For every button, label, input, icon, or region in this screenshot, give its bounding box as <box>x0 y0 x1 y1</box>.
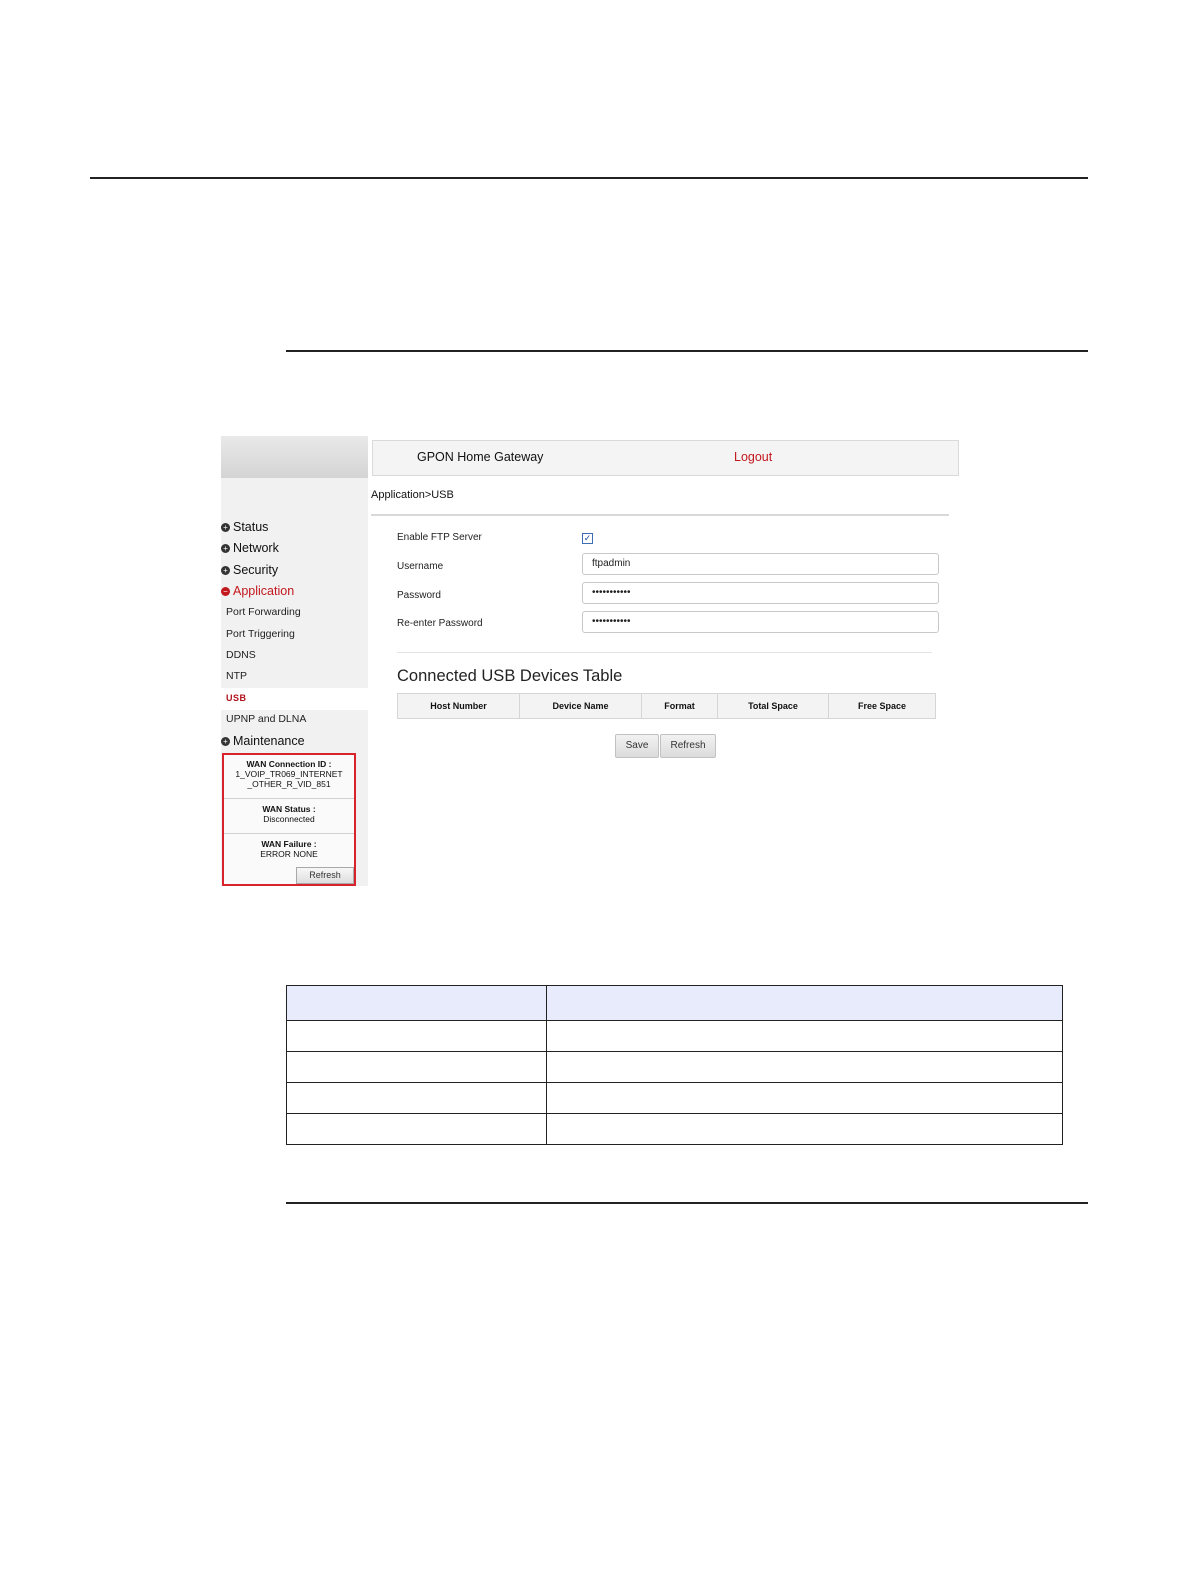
wan-divider <box>224 798 354 799</box>
reenter-password-label: Re-enter Password <box>397 618 483 629</box>
column-header: Free Space <box>829 694 936 719</box>
table-cell <box>547 1021 1063 1052</box>
sidebar-item-application[interactable]: − Application <box>221 584 294 598</box>
sidebar-subitem-ntp[interactable]: NTP <box>226 670 247 682</box>
table-cell <box>287 1021 547 1052</box>
sidebar-subitem-usb[interactable]: USB <box>221 688 368 710</box>
sidebar-subitem-ddns[interactable]: DDNS <box>226 649 256 661</box>
column-header: Device Name <box>520 694 642 719</box>
sidebar-subitem-upnp-dlna[interactable]: UPNP and DLNA <box>226 713 307 725</box>
section-rule <box>286 350 1088 352</box>
parameter-table <box>286 985 1063 1145</box>
table-cell <box>287 1052 547 1083</box>
sidebar-subitem-port-triggering[interactable]: Port Triggering <box>226 628 295 640</box>
usb-table-title: Connected USB Devices Table <box>397 667 623 685</box>
collapse-icon: − <box>221 587 230 596</box>
wan-failure-info: WAN Failure : ERROR NONE <box>260 839 318 859</box>
username-label: Username <box>397 561 444 572</box>
username-input[interactable]: ftpadmin <box>582 553 939 575</box>
breadcrumb-divider <box>371 514 949 516</box>
refresh-button[interactable]: Refresh <box>660 734 716 758</box>
password-input[interactable]: ••••••••••• <box>582 582 939 604</box>
wan-refresh-button[interactable]: Refresh <box>296 867 354 884</box>
column-header: Host Number <box>398 694 520 719</box>
wan-connection-info: WAN Connection ID : 1_VOIP_TR069_INTERNET _OTHER_R_VID_851 <box>235 759 343 789</box>
save-button[interactable]: Save <box>615 734 659 758</box>
form-divider <box>397 652 932 653</box>
sidebar-header <box>221 436 368 478</box>
logout-link[interactable]: Logout <box>734 450 773 464</box>
wan-divider <box>224 833 354 834</box>
enable-ftp-checkbox[interactable] <box>582 533 593 544</box>
page-top-rule <box>90 177 1088 179</box>
table-cell <box>547 1114 1063 1145</box>
gateway-title: GPON Home Gateway <box>417 450 544 464</box>
table-cell <box>547 1083 1063 1114</box>
header-bar <box>372 440 959 476</box>
checkmark-icon: ✓ <box>583 533 592 543</box>
wan-status-panel <box>222 753 356 886</box>
sidebar-item-maintenance[interactable]: + Maintenance <box>221 734 305 748</box>
router-screenshot <box>221 436 959 886</box>
breadcrumb: Application>USB <box>371 489 454 501</box>
sidebar-item-security[interactable]: + Security <box>221 563 278 577</box>
page-bottom-rule <box>286 1202 1088 1204</box>
sidebar <box>221 436 368 886</box>
usb-devices-table <box>397 693 936 719</box>
table-header-cell <box>547 986 1063 1021</box>
sidebar-item-network[interactable]: + Network <box>221 541 279 555</box>
password-label: Password <box>397 590 441 601</box>
table-cell <box>547 1052 1063 1083</box>
expand-icon: + <box>221 523 230 532</box>
sidebar-subitem-port-forwarding[interactable]: Port Forwarding <box>226 606 301 618</box>
table-header-cell <box>287 986 547 1021</box>
expand-icon: + <box>221 737 230 746</box>
table-cell <box>287 1083 547 1114</box>
wan-status-info: WAN Status : Disconnected <box>262 804 316 824</box>
enable-ftp-label: Enable FTP Server <box>397 532 482 543</box>
expand-icon: + <box>221 544 230 553</box>
reenter-password-input[interactable]: ••••••••••• <box>582 611 939 633</box>
sidebar-item-status[interactable]: + Status <box>221 520 268 534</box>
table-cell <box>287 1114 547 1145</box>
column-header: Total Space <box>718 694 829 719</box>
expand-icon: + <box>221 566 230 575</box>
column-header: Format <box>642 694 718 719</box>
